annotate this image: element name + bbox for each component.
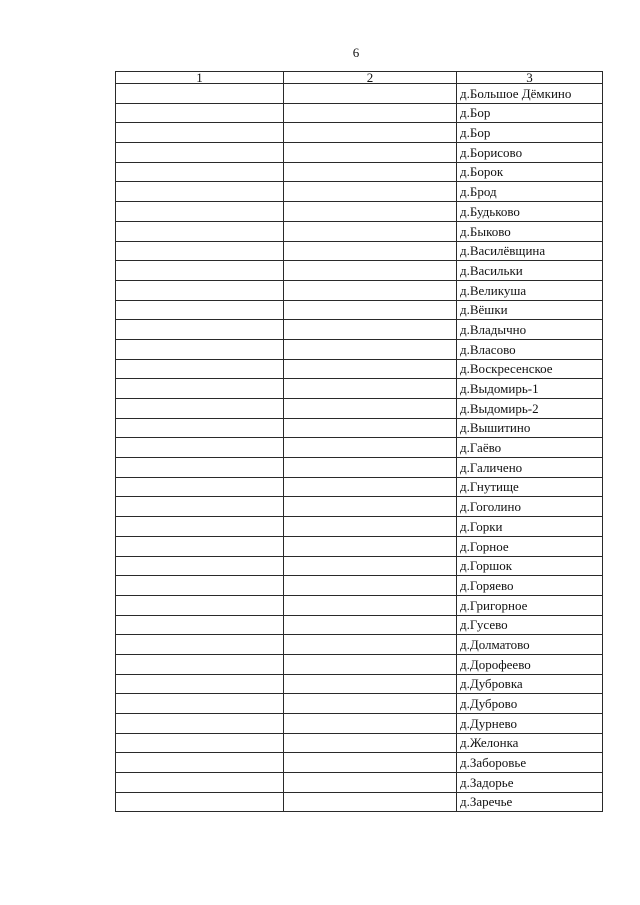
- table-row: [116, 595, 603, 615]
- table-row: [116, 556, 603, 576]
- table-cell-col2: [284, 517, 457, 537]
- table-cell-col2: [284, 674, 457, 694]
- table-row: [116, 458, 603, 478]
- table-cell-col3: д.Выдомирь-1: [457, 379, 603, 399]
- table-cell-col1: [116, 261, 284, 281]
- table-cell-col1: [116, 674, 284, 694]
- table-row: [116, 753, 603, 773]
- table-cell-col3: д.Гоголино: [457, 497, 603, 517]
- table-row: [116, 733, 603, 753]
- table-cell-col2: [284, 162, 457, 182]
- table-cell-col2: [284, 576, 457, 596]
- table-cell-col1: [116, 123, 284, 143]
- table-row: [116, 654, 603, 674]
- column-header-3: 3: [457, 72, 603, 84]
- table-cell-col3: д.Дубровка: [457, 674, 603, 694]
- table-cell-col1: [116, 714, 284, 734]
- table-cell-col2: [284, 261, 457, 281]
- table-cell-col3: д.Вышитино: [457, 418, 603, 438]
- table-row: [116, 320, 603, 340]
- table-cell-col1: [116, 221, 284, 241]
- table-cell-col1: [116, 280, 284, 300]
- table-cell-col3: д.Дорофеево: [457, 654, 603, 674]
- table-cell-col2: [284, 595, 457, 615]
- table-cell-col3: д.Дурнево: [457, 714, 603, 734]
- table-row: [116, 773, 603, 793]
- column-header-2: 2: [284, 72, 457, 84]
- table-cell-col2: [284, 300, 457, 320]
- table-row: [116, 339, 603, 359]
- table-cell-col3: д.Воскресенское: [457, 359, 603, 379]
- table-cell-col1: [116, 753, 284, 773]
- table-cell-col3: д.Желонка: [457, 733, 603, 753]
- table-row: [116, 123, 603, 143]
- table-row: [116, 162, 603, 182]
- page-number: 6: [352, 45, 360, 60]
- table-row: [116, 792, 603, 812]
- table-cell-col2: [284, 477, 457, 497]
- table-cell-col1: [116, 556, 284, 576]
- table-cell-col3: д.Будьково: [457, 202, 603, 222]
- table-cell-col1: [116, 241, 284, 261]
- table-cell-col3: д.Вёшки: [457, 300, 603, 320]
- table-cell-col3: д.Борисово: [457, 143, 603, 163]
- table-cell-col1: [116, 418, 284, 438]
- table-body: [116, 84, 603, 812]
- table-cell-col2: [284, 733, 457, 753]
- table-cell-col2: [284, 399, 457, 419]
- table-cell-col1: [116, 300, 284, 320]
- table-cell-col3: д.Горяево: [457, 576, 603, 596]
- table-cell-col1: [116, 162, 284, 182]
- table-header-row: [116, 72, 603, 84]
- table-cell-col3: д.Галичено: [457, 458, 603, 478]
- table-cell-col2: [284, 635, 457, 655]
- table-row: [116, 536, 603, 556]
- table-cell-col1: [116, 458, 284, 478]
- table-cell-col3: д.Гнутище: [457, 477, 603, 497]
- table-cell-col1: [116, 792, 284, 812]
- table-row: [116, 517, 603, 537]
- table-row: [116, 714, 603, 734]
- table-cell-col2: [284, 438, 457, 458]
- table-cell-col3: д.Брод: [457, 182, 603, 202]
- table-cell-col2: [284, 714, 457, 734]
- table-row: [116, 202, 603, 222]
- table-cell-col1: [116, 615, 284, 635]
- table-cell-col2: [284, 339, 457, 359]
- settlements-table: [115, 71, 603, 812]
- table-cell-col2: [284, 458, 457, 478]
- table-row: [116, 379, 603, 399]
- table-cell-col1: [116, 339, 284, 359]
- table-cell-col1: [116, 143, 284, 163]
- table-cell-col3: д.Заречье: [457, 792, 603, 812]
- table-cell-col3: д.Гусево: [457, 615, 603, 635]
- table-row: [116, 221, 603, 241]
- table-cell-col2: [284, 202, 457, 222]
- table-row: [116, 399, 603, 419]
- table-row: [116, 497, 603, 517]
- table-row: [116, 694, 603, 714]
- table-row: [116, 84, 603, 104]
- table-cell-col3: д.Гаёво: [457, 438, 603, 458]
- table-cell-col3: д.Горшок: [457, 556, 603, 576]
- table-cell-col2: [284, 359, 457, 379]
- table-cell-col1: [116, 320, 284, 340]
- table-cell-col3: д.Владычно: [457, 320, 603, 340]
- table-row: [116, 477, 603, 497]
- table-cell-col1: [116, 399, 284, 419]
- table-row: [116, 615, 603, 635]
- table-cell-col1: [116, 438, 284, 458]
- table-cell-col1: [116, 635, 284, 655]
- table-row: [116, 576, 603, 596]
- table-cell-col1: [116, 379, 284, 399]
- table-row: [116, 635, 603, 655]
- table-cell-col2: [284, 497, 457, 517]
- table-row: [116, 182, 603, 202]
- table-cell-col3: д.Горки: [457, 517, 603, 537]
- table-row: [116, 280, 603, 300]
- table-cell-col1: [116, 576, 284, 596]
- table-cell-col1: [116, 517, 284, 537]
- table-cell-col3: д.Бор: [457, 123, 603, 143]
- table-cell-col2: [284, 320, 457, 340]
- table-cell-col3: д.Григорное: [457, 595, 603, 615]
- table-cell-col2: [284, 753, 457, 773]
- table-row: [116, 103, 603, 123]
- table-cell-col2: [284, 792, 457, 812]
- table-row: [116, 143, 603, 163]
- table-cell-col1: [116, 103, 284, 123]
- table-cell-col1: [116, 694, 284, 714]
- table-cell-col2: [284, 536, 457, 556]
- table-cell-col1: [116, 202, 284, 222]
- table-cell-col2: [284, 615, 457, 635]
- table-cell-col2: [284, 143, 457, 163]
- table-cell-col3: д.Заборовье: [457, 753, 603, 773]
- table-cell-col1: [116, 733, 284, 753]
- table-cell-col3: д.Выдомирь-2: [457, 399, 603, 419]
- table-cell-col2: [284, 182, 457, 202]
- table-cell-col3: д.Бор: [457, 103, 603, 123]
- table-cell-col2: [284, 103, 457, 123]
- table-cell-col3: д.Быково: [457, 221, 603, 241]
- table-cell-col2: [284, 694, 457, 714]
- table-cell-col2: [284, 241, 457, 261]
- table-cell-col3: д.Василёвщина: [457, 241, 603, 261]
- table-cell-col3: д.Васильки: [457, 261, 603, 281]
- table-row: [116, 241, 603, 261]
- table-cell-col1: [116, 477, 284, 497]
- table-row: [116, 418, 603, 438]
- table-cell-col2: [284, 418, 457, 438]
- table-cell-col2: [284, 556, 457, 576]
- table-cell-col2: [284, 773, 457, 793]
- table-cell-col1: [116, 654, 284, 674]
- table-cell-col1: [116, 595, 284, 615]
- table-cell-col1: [116, 359, 284, 379]
- table-row: [116, 438, 603, 458]
- table-cell-col2: [284, 221, 457, 241]
- table-row: [116, 674, 603, 694]
- table-cell-col3: д.Долматово: [457, 635, 603, 655]
- table-cell-col3: д.Горное: [457, 536, 603, 556]
- table-cell-col2: [284, 123, 457, 143]
- table-cell-col3: д.Дуброво: [457, 694, 603, 714]
- column-header-1: 1: [116, 72, 284, 84]
- table-cell-col3: д.Власово: [457, 339, 603, 359]
- table-row: [116, 300, 603, 320]
- table-cell-col2: [284, 379, 457, 399]
- table-cell-col2: [284, 84, 457, 104]
- table-cell-col2: [284, 654, 457, 674]
- table-cell-col3: д.Борок: [457, 162, 603, 182]
- table-cell-col1: [116, 536, 284, 556]
- table-row: [116, 261, 603, 281]
- table-cell-col2: [284, 280, 457, 300]
- table-cell-col1: [116, 497, 284, 517]
- table-cell-col3: д.Задорье: [457, 773, 603, 793]
- table-cell-col1: [116, 84, 284, 104]
- table-cell-col3: д.Великуша: [457, 280, 603, 300]
- table-row: [116, 359, 603, 379]
- table-cell-col1: [116, 182, 284, 202]
- table-header: [116, 72, 603, 84]
- table-cell-col1: [116, 773, 284, 793]
- table-cell-col3: д.Большое Дёмкино: [457, 84, 603, 104]
